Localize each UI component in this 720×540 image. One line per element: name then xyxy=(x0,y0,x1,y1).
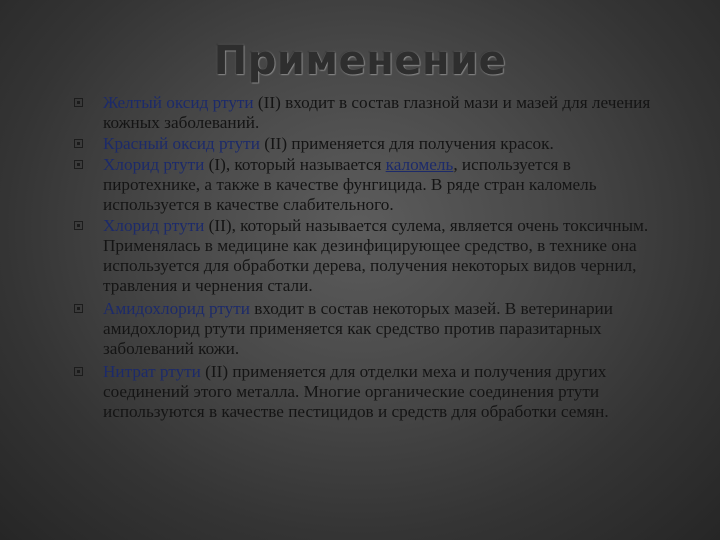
item-text: (I), который называется xyxy=(204,155,386,174)
square-bullet-icon xyxy=(74,98,83,107)
list-item xyxy=(72,134,672,154)
slide-title: Применение xyxy=(213,38,507,84)
square-bullet-icon xyxy=(74,367,83,376)
compound-name: Амидохлорид ртути xyxy=(103,299,250,318)
square-bullet-icon xyxy=(74,139,83,148)
square-bullet-icon xyxy=(74,304,83,313)
item-text: (II) применяется для получения красок. xyxy=(259,134,554,153)
item-text: (II), который называется сулема, является очень токсичным. Применялась в медицине как дезинфицирующее средство, в технике она используется для обработки дерева, получения некоторых видов чернил, травления и чернения стали. xyxy=(103,216,649,295)
item-text: (II) входит в состав глазной мази и мазей для лечения кожных заболеваний. xyxy=(103,93,651,132)
compound-name: Нитрат ртути xyxy=(103,362,201,381)
list-item xyxy=(72,216,672,296)
list-item xyxy=(72,93,672,133)
list-item xyxy=(72,155,672,215)
list-item xyxy=(72,299,672,359)
compound-name: Хлорид ртути xyxy=(103,216,205,235)
square-bullet-icon xyxy=(74,160,83,169)
bullet-list xyxy=(72,93,672,423)
square-bullet-icon xyxy=(74,221,83,230)
compound-name: Хлорид ртути xyxy=(103,155,205,174)
item-text: , используется в пиротехнике, а также в качестве фунгицида. В ряде стран каломель используется в качестве слабительного. xyxy=(103,155,597,214)
item-text: (II) применяется для отделки меха и получения других соединений этого металла. Многие органические соединения ртути используются в качестве пестицидов и средств для обработки семян. xyxy=(103,362,609,421)
compound-name: Желтый оксид ртути xyxy=(103,93,254,112)
calomel-link[interactable]: каломель xyxy=(385,155,454,174)
list-item xyxy=(72,362,672,422)
compound-name: Красный оксид ртути xyxy=(103,134,260,153)
item-text: входит в состав некоторых мазей. В ветеринарии амидохлорид ртути применяется как средство против паразитарных заболеваний кожи. xyxy=(103,299,613,358)
